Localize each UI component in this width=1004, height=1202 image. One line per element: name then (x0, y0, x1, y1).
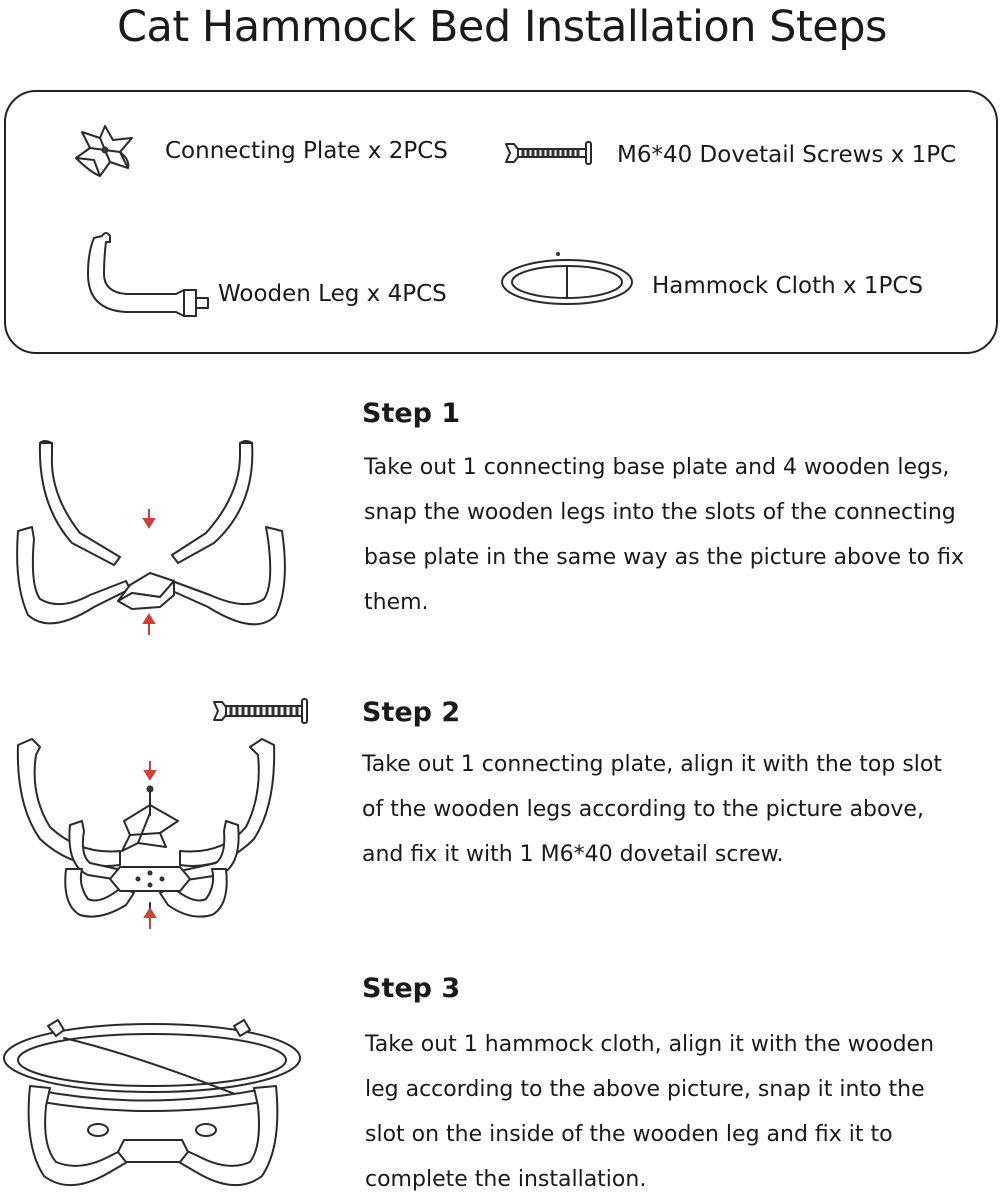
step-3-line: complete the installation. (365, 1167, 647, 1192)
step-2-line: Take out 1 connecting plate, align it with the top slot (362, 752, 943, 777)
step-1-line: Take out 1 connecting base plate and 4 wooden legs, (364, 455, 950, 480)
step-1-line: snap the wooden legs into the slots of the connecting (364, 500, 956, 525)
step-1-line: them. (364, 590, 429, 615)
step-2-heading: Step 2 (362, 697, 461, 728)
step-3-line: leg according to the above picture, snap it into the (365, 1077, 925, 1102)
wooden-leg-icon (80, 228, 215, 318)
step-3-line: Take out 1 hammock cloth, align it with the wooden (365, 1032, 935, 1057)
hammock-cloth-icon (500, 252, 635, 312)
part-label-hammock-cloth: Hammock Cloth x 1PCS (652, 273, 924, 299)
page-title: Cat Hammock Bed Installation Steps (117, 2, 887, 52)
step-2-line: and fix it with 1 M6*40 dovetail screw. (362, 842, 784, 867)
step1-illustration (10, 435, 310, 645)
part-label-connecting-plate: Connecting Plate x 2PCS (165, 138, 448, 164)
step-3-line: slot on the inside of the wooden leg and fix it to (365, 1122, 893, 1147)
step3-illustration (0, 1016, 310, 1200)
step-2-line: of the wooden legs according to the picture above, (362, 797, 924, 822)
step-1-heading: Step 1 (362, 398, 461, 429)
step-1-line: base plate in the same way as the picture above to fix (364, 545, 964, 570)
part-label-dovetail-screw: M6*40 Dovetail Screws x 1PC (617, 142, 957, 168)
dovetail-screw-icon (504, 138, 594, 168)
step-3-heading: Step 3 (362, 973, 461, 1004)
part-label-wooden-leg: Wooden Leg x 4PCS (218, 281, 447, 307)
step2-illustration (10, 735, 300, 935)
connecting-plate-icon (70, 120, 140, 180)
step2-screw-icon (212, 696, 312, 726)
